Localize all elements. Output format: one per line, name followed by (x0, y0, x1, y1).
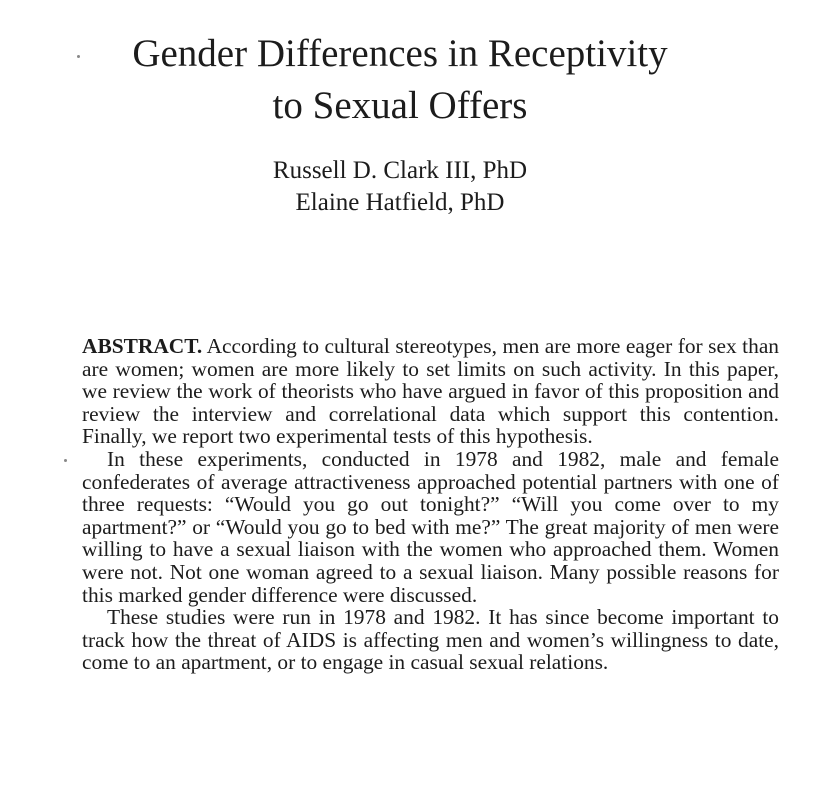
abstract-paragraph-1-text: According to cultural stereotypes, men are more eager for sex than are women; women are more likely to set limits on such activity. In this paper, we review the work of theorists who have argued in favor of this proposition and review the interview and correlational data which support this contention. Finally, we report two experimental tests of this hypothesis. (82, 334, 780, 449)
author-list (40, 155, 760, 219)
abstract-paragraph-1 (82, 335, 779, 448)
title-line-2: to Sexual Offers (272, 84, 528, 127)
scan-speck (64, 459, 67, 462)
title-line-1: Gender Differences in Receptivity (132, 32, 668, 75)
abstract-paragraph-3: These studies were run in 1978 and 1982. It has since become important to track how the threat of AIDS is affecting men and women’s willingness to date, come to an apartment, or to engage in casual sexual relations. (82, 605, 779, 675)
paper-title (40, 28, 760, 132)
scan-speck (77, 55, 80, 58)
abstract (82, 335, 779, 674)
abstract-label: ABSTRACT. (82, 334, 203, 358)
author-2: Elaine Hatfield, PhD (295, 189, 505, 216)
abstract-paragraph-2: In these experiments, conducted in 1978 and 1982, male and female confederates of average attractiveness approached potential partners with one of three requests: “Would you go out tonight?” “Will you come over to my apartment?” or “Would you go to bed with me?” The great majority of men were willing to have a sexual liaison with the women who approached them. Women were not. Not one woman agreed to a sexual liaison. Many possible reasons for this marked gender difference were discussed. (82, 446, 779, 607)
author-1: Russell D. Clark III, PhD (272, 157, 528, 184)
